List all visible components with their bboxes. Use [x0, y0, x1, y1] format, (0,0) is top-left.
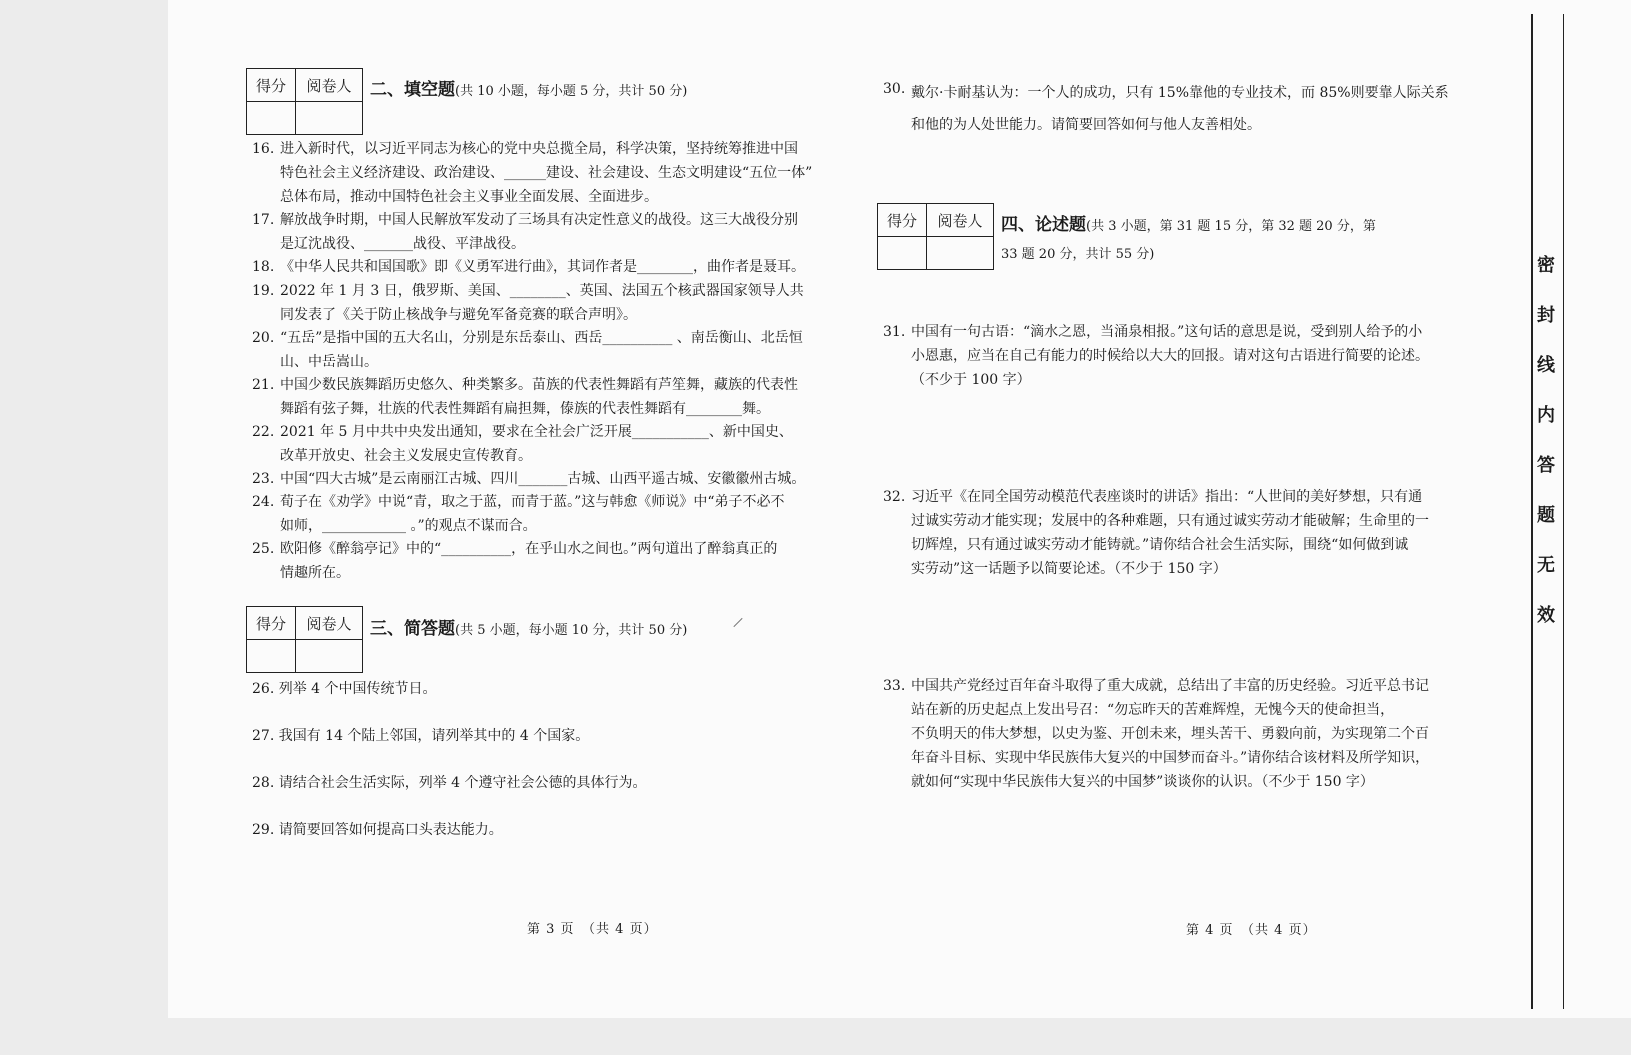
question-number: 31. — [883, 324, 906, 340]
score-cell — [247, 102, 296, 135]
question-number: 24. — [252, 494, 275, 510]
score-box-essay — [877, 203, 994, 270]
question-26 — [252, 677, 437, 701]
score-box-fill — [246, 68, 363, 135]
question-33 — [883, 674, 1429, 794]
section-title-text: 四、论述题 — [1001, 215, 1086, 235]
question-text: 中国少数民族舞蹈历史悠久、种类繁多。苗族的代表性舞蹈有芦笙舞，藏族的代表性 舞蹈有弦子舞，壮族的代表性舞蹈有扁担舞，傣族的代表性舞蹈有________舞。 — [280, 377, 798, 417]
question-23 — [252, 467, 805, 491]
question-number: 17. — [252, 212, 275, 228]
question-number: 25. — [252, 541, 275, 557]
page-footer-left: 第 3 页 （共 4 页） — [527, 922, 658, 937]
question-text: 戴尔·卡耐基认为：一个人的成功，只有 15%靠他的专业技术，而 85%则要靠人际关系 和他的为人处世能力。请简要回答如何与他人友善相处。 — [911, 85, 1449, 133]
seal-char: 效 — [1537, 605, 1555, 626]
seal-char: 线 — [1537, 355, 1555, 376]
question-number: 21. — [252, 377, 275, 393]
question-text: 进入新时代，以习近平同志为核心的党中央总揽全局，科学决策，坚持统筹推进中国 特色社会主义经济建设、政治建设、______建设、社会建设、生态文明建设“五位一体” 总体布局，推动中国特色社会主义事业全面发展、全面进步。 — [280, 141, 813, 205]
question-28 — [252, 771, 647, 795]
question-text: 2022 年 1 月 3 日，俄罗斯、美国、________、英国、法国五个核武器国家领导人共 同发表了《关于防止核战争与避免军备竞赛的联合声明》。 — [280, 283, 804, 323]
score-label: 得分 — [247, 69, 296, 102]
question-number: 29. — [252, 822, 275, 838]
section-note: 33 题 20 分，共计 55 分) — [1001, 247, 1155, 262]
question-number: 18. — [252, 259, 275, 275]
question-21 — [252, 373, 798, 421]
question-text: 《中华人民共和国国歌》即《义勇军进行曲》，其词作者是________，曲作者是聂耳。 — [280, 259, 805, 275]
question-31 — [883, 320, 1429, 392]
question-22 — [252, 420, 793, 468]
question-number: 26. — [252, 681, 275, 697]
reviewer-cell — [296, 640, 363, 673]
seal-char: 答 — [1537, 455, 1555, 476]
question-number: 27. — [252, 728, 275, 744]
question-number: 16. — [252, 141, 275, 157]
seal-char: 内 — [1537, 405, 1555, 426]
section-note: (共 5 小题，每小题 10 分，共计 50 分) — [455, 623, 688, 638]
seal-notice — [1535, 255, 1557, 655]
question-32 — [883, 485, 1429, 581]
reviewer-cell — [927, 237, 994, 270]
reviewer-label: 阅卷人 — [296, 69, 363, 102]
section-title-essay-line2 — [1001, 243, 1154, 263]
question-text: 欧阳修《醉翁亭记》中的“__________，在乎山水之间也。”两句道出了醉翁真正的 情趣所在。 — [280, 541, 778, 581]
question-text: 习近平《在同全国劳动模范代表座谈时的讲话》指出：“人世间的美好梦想，只有通 过诚实劳动才能实现；发展中的各种难题，只有通过诚实劳动才能破解；生命里的一 切辉煌，只有通过诚实劳动才能铸就。”请你结合社会生活实际，围绕“如何做到诚 实劳动”这一话题予以简要论述。（不少于 150 字） — [911, 489, 1429, 577]
question-19 — [252, 279, 804, 327]
question-number: 30. — [883, 81, 906, 97]
question-20 — [252, 326, 803, 374]
seal-char: 题 — [1537, 505, 1555, 526]
question-29 — [252, 818, 503, 842]
question-17 — [252, 208, 798, 256]
seal-char: 密 — [1537, 255, 1555, 276]
question-number: 20. — [252, 330, 275, 346]
question-18 — [252, 255, 805, 279]
section-title-text: 三、简答题 — [370, 619, 455, 639]
question-text: 请结合社会生活实际，列举 4 个遵守社会公德的具体行为。 — [278, 775, 647, 791]
question-text: 列举 4 个中国传统节日。 — [278, 681, 437, 697]
question-30 — [883, 77, 1449, 141]
question-number: 28. — [252, 775, 275, 791]
question-text: 中国共产党经过百年奋斗取得了重大成就，总结出了丰富的历史经验。习近平总书记 站在新的历史起点上发出号召：“勿忘昨天的苦难辉煌，无愧今天的使命担当， 不负明天的伟大梦想，以史为鉴、开创未来，埋头苦干、勇毅向前，为实现第二个百 年奋斗目标、实现中华民族伟大复兴的中国梦而奋斗。”请你结合该材料及所学知识， 就如何“实现中华民族伟大复兴的中国梦”谈谈你的认识。（不少于 150 字） — [911, 678, 1430, 790]
score-cell — [247, 640, 296, 673]
question-text: 中国“四大古城”是云南丽江古城、四川_______古城、山西平遥古城、安徽徽州古城。 — [280, 471, 806, 487]
question-text: 解放战争时期，中国人民解放军发动了三场具有决定性意义的战役。这三大战役分别 是辽沈战役、_______战役、平津战役。 — [280, 212, 798, 252]
question-text: 我国有 14 个陆上邻国，请列举其中的 4 个国家。 — [278, 728, 590, 744]
reviewer-cell — [296, 102, 363, 135]
seal-char: 无 — [1537, 555, 1555, 576]
question-text: “五岳”是指中国的五大名山，分别是东岳泰山、西岳__________ 、南岳衡山、北岳恒 山、中岳嵩山。 — [280, 330, 803, 370]
question-text: 2021 年 5 月中共中央发出通知，要求在全社会广泛开展___________、新中国史、 改革开放史、社会主义发展史宣传教育。 — [280, 424, 793, 464]
question-27 — [252, 724, 589, 748]
question-number: 22. — [252, 424, 275, 440]
question-25 — [252, 537, 777, 585]
reviewer-label: 阅卷人 — [296, 607, 363, 640]
question-16 — [252, 137, 812, 209]
reviewer-label: 阅卷人 — [927, 204, 994, 237]
question-text: 中国有一句古语：“滴水之恩，当涌泉相报。”这句话的意思是说，受到别人给予的小 小恩惠，应当在自己有能力的时候给以大大的回报。请对这句古语进行简要的论述。 （不少于 100 字） — [911, 324, 1429, 388]
section-note: (共 10 小题，每小题 5 分，共计 50 分) — [455, 84, 688, 99]
question-text: 荀子在《劝学》中说“青，取之于蓝，而青于蓝。”这与韩愈《师说》中“弟子不必不 如师，____________ 。”的观点不谋而合。 — [280, 494, 785, 534]
score-label: 得分 — [878, 204, 927, 237]
section-note: (共 3 小题，第 31 题 15 分，第 32 题 20 分，第 — [1086, 219, 1376, 234]
seal-char: 封 — [1537, 305, 1555, 326]
question-text: 请简要回答如何提高口头表达能力。 — [278, 822, 503, 838]
question-number: 33. — [883, 678, 906, 694]
section-title-short — [370, 614, 687, 639]
question-number: 32. — [883, 489, 906, 505]
score-cell — [878, 237, 927, 270]
question-number: 19. — [252, 283, 275, 299]
score-label: 得分 — [247, 607, 296, 640]
section-title-fill — [370, 75, 687, 100]
section-title-essay — [1001, 210, 1376, 235]
score-box-short — [246, 606, 363, 673]
section-title-text: 二、填空题 — [370, 80, 455, 100]
question-number: 23. — [252, 471, 275, 487]
page-footer-right: 第 4 页 （共 4 页） — [1186, 923, 1317, 938]
question-24 — [252, 490, 784, 538]
